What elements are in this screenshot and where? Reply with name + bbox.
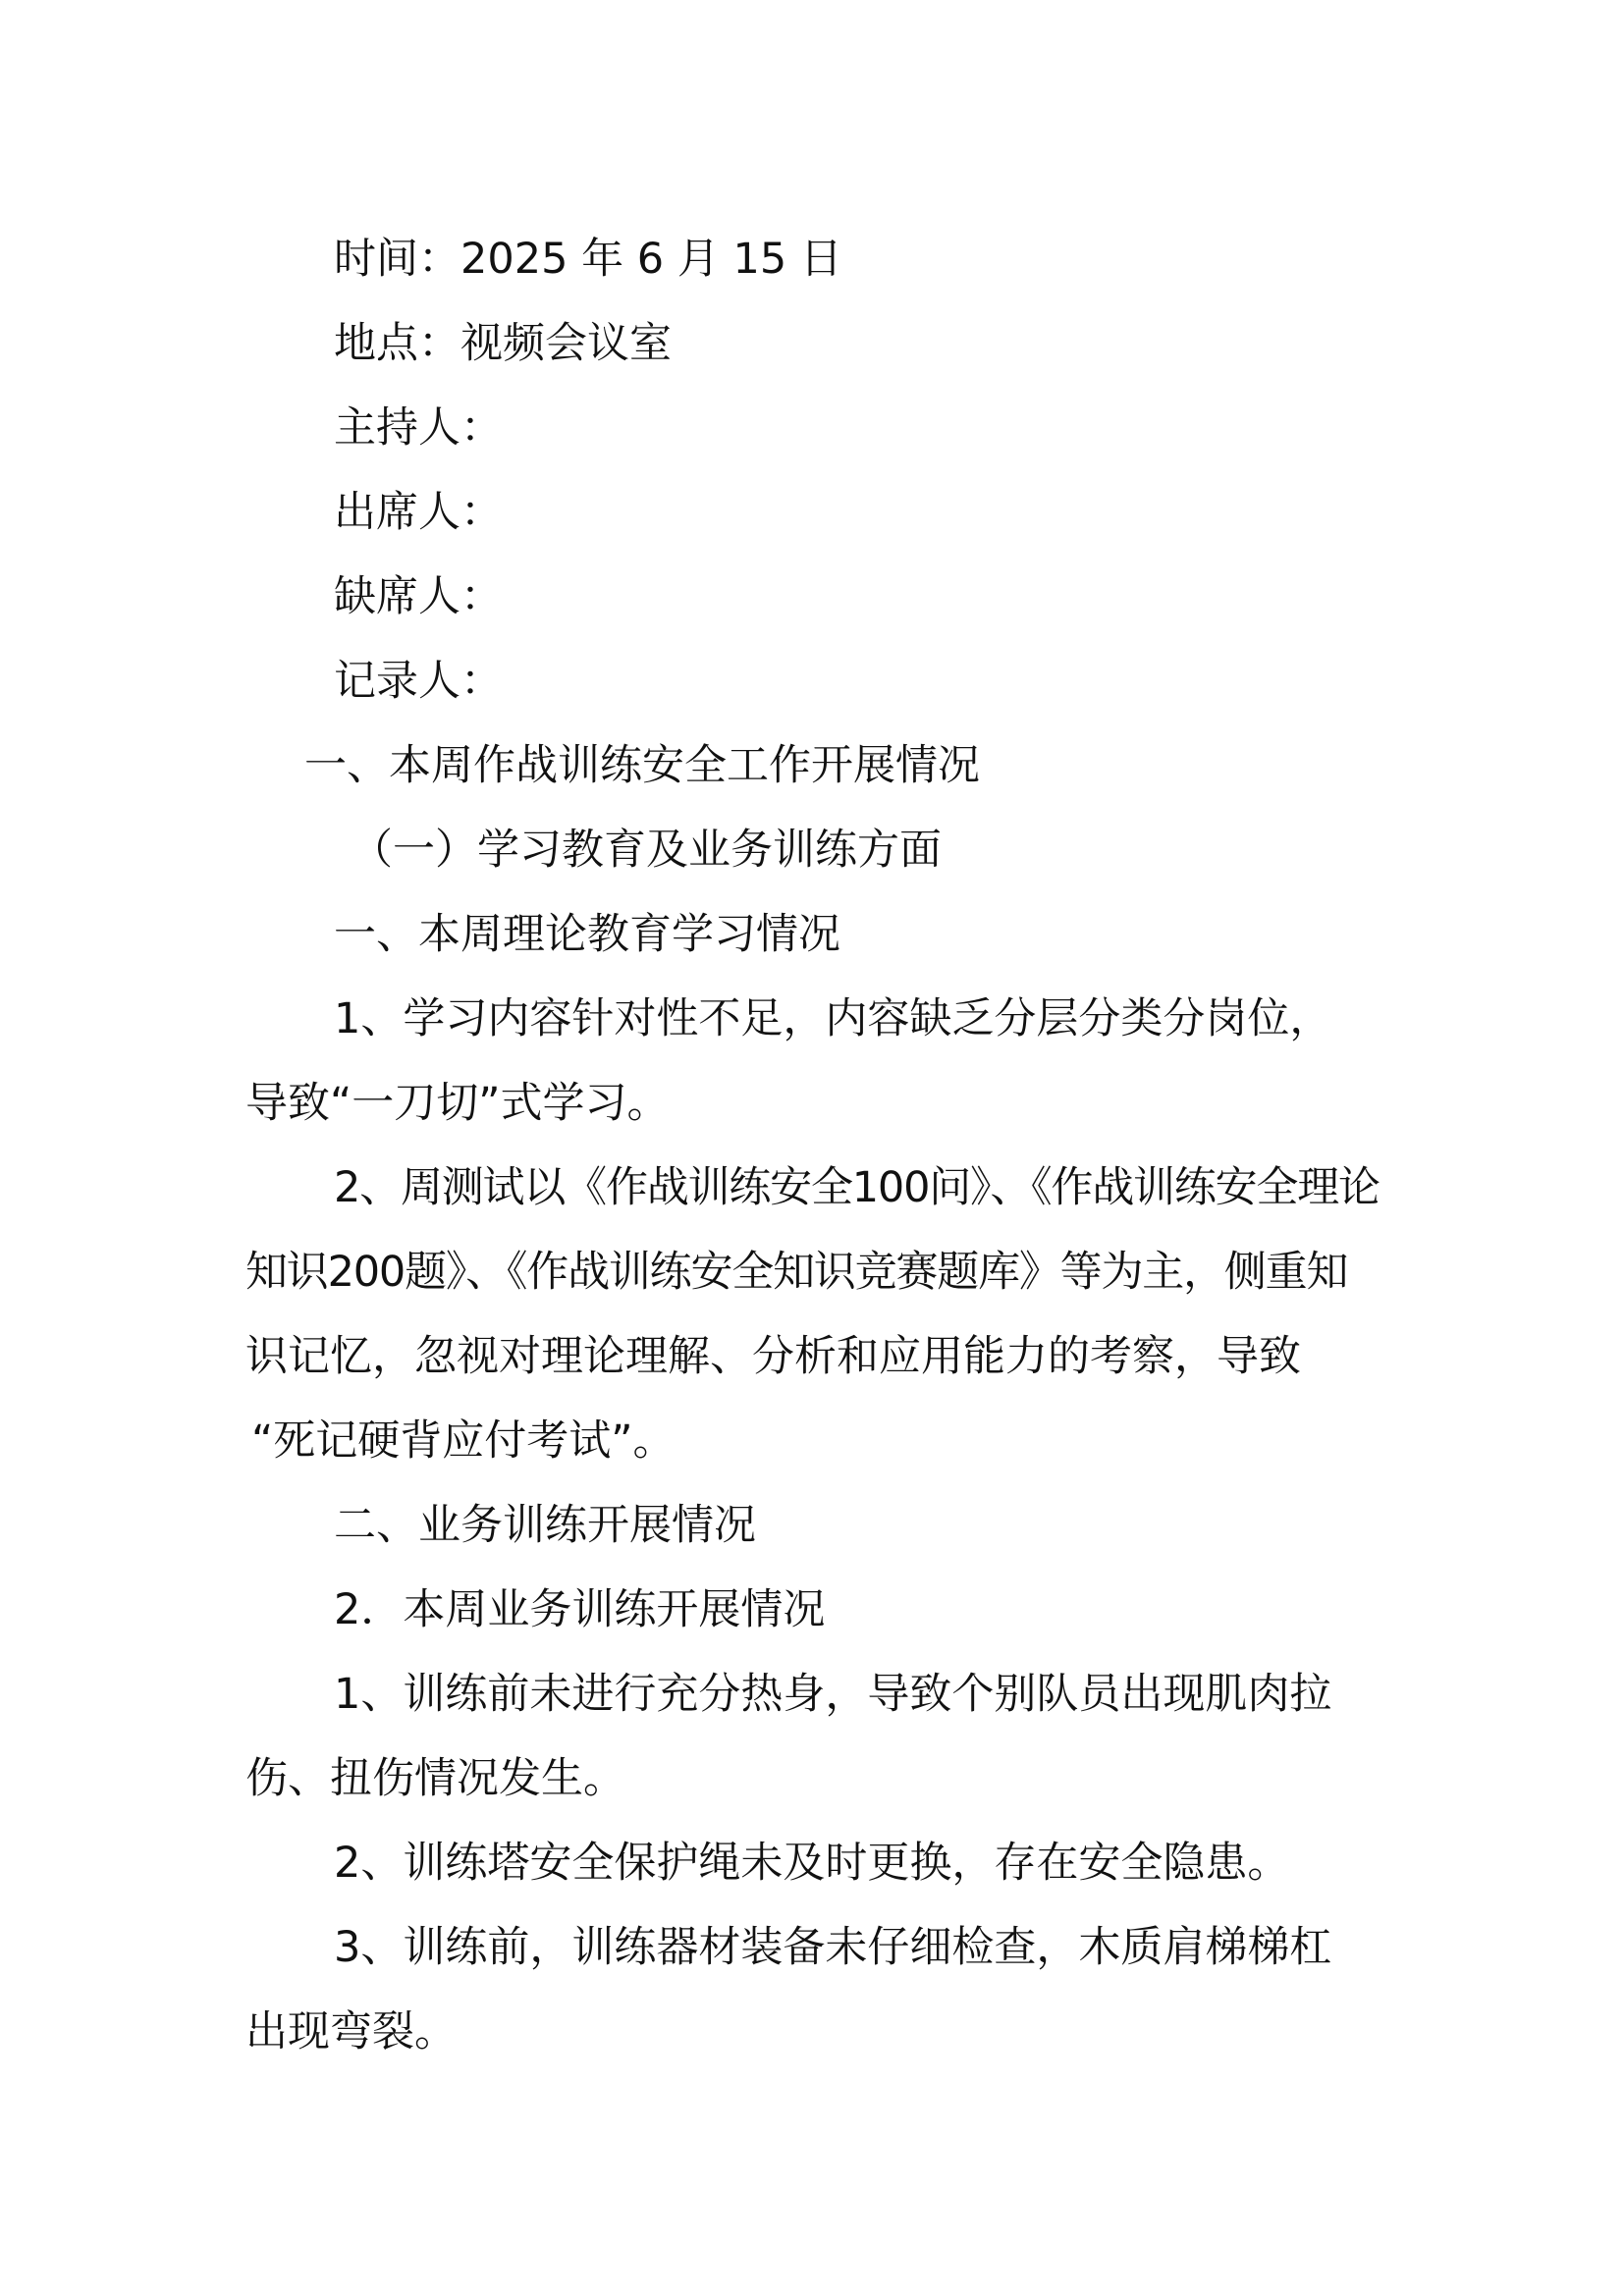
section-heading: 一、本周作战训练安全工作开展情况 [304,741,980,790]
theory-item2-line1: 2、周测试以《作战训练安全100问》、《作战训练安全理论 [334,1163,1380,1212]
theory-item2-line3: 识记忆，忽视对理论理解、分析和应用能力的考察，导致 [245,1332,1301,1381]
theory-item2-line2: 知识200题》、《作战训练安全知识竞赛题库》等为主，侧重知 [245,1248,1348,1297]
theory-heading: 一、本周理论教育学习情况 [334,910,840,959]
training-item3-line1: 3、训练前，训练器材装备未仔细检查，木质肩梯梯杠 [334,1923,1332,1972]
training-item3-line2: 出现弯裂。 [245,2007,457,2056]
subsection-heading: （一）学习教育及业务训练方面 [351,826,942,875]
meeting-host: 主持人： [334,403,503,453]
training-heading: 二、业务训练开展情况 [334,1501,756,1550]
theory-item2-line4: “死记硬背应付考试”。 [251,1416,676,1466]
training-item2: 2、训练塔安全保护绳未及时更换，存在安全隐患。 [334,1839,1290,1888]
meeting-attendees: 出席人： [334,488,503,537]
theory-item1-line2: 导致“一刀切”式学习。 [245,1079,670,1128]
training-item1-line2: 伤、扭伤情况发生。 [245,1754,625,1803]
theory-item1-line1: 1、学习内容针对性不足，内容缺乏分层分类分岗位， [334,994,1332,1043]
training-item1-line1: 1、训练前未进行充分热身，导致个别队员出现肌肉拉 [334,1670,1332,1719]
meeting-absentees: 缺席人： [334,572,503,621]
meeting-time: 时间：2025 年 6 月 15 日 [334,235,842,284]
meeting-recorder: 记录人： [334,657,503,706]
meeting-place: 地点：视频会议室 [334,319,672,368]
training-subheading: 2．本周业务训练开展情况 [334,1585,826,1634]
